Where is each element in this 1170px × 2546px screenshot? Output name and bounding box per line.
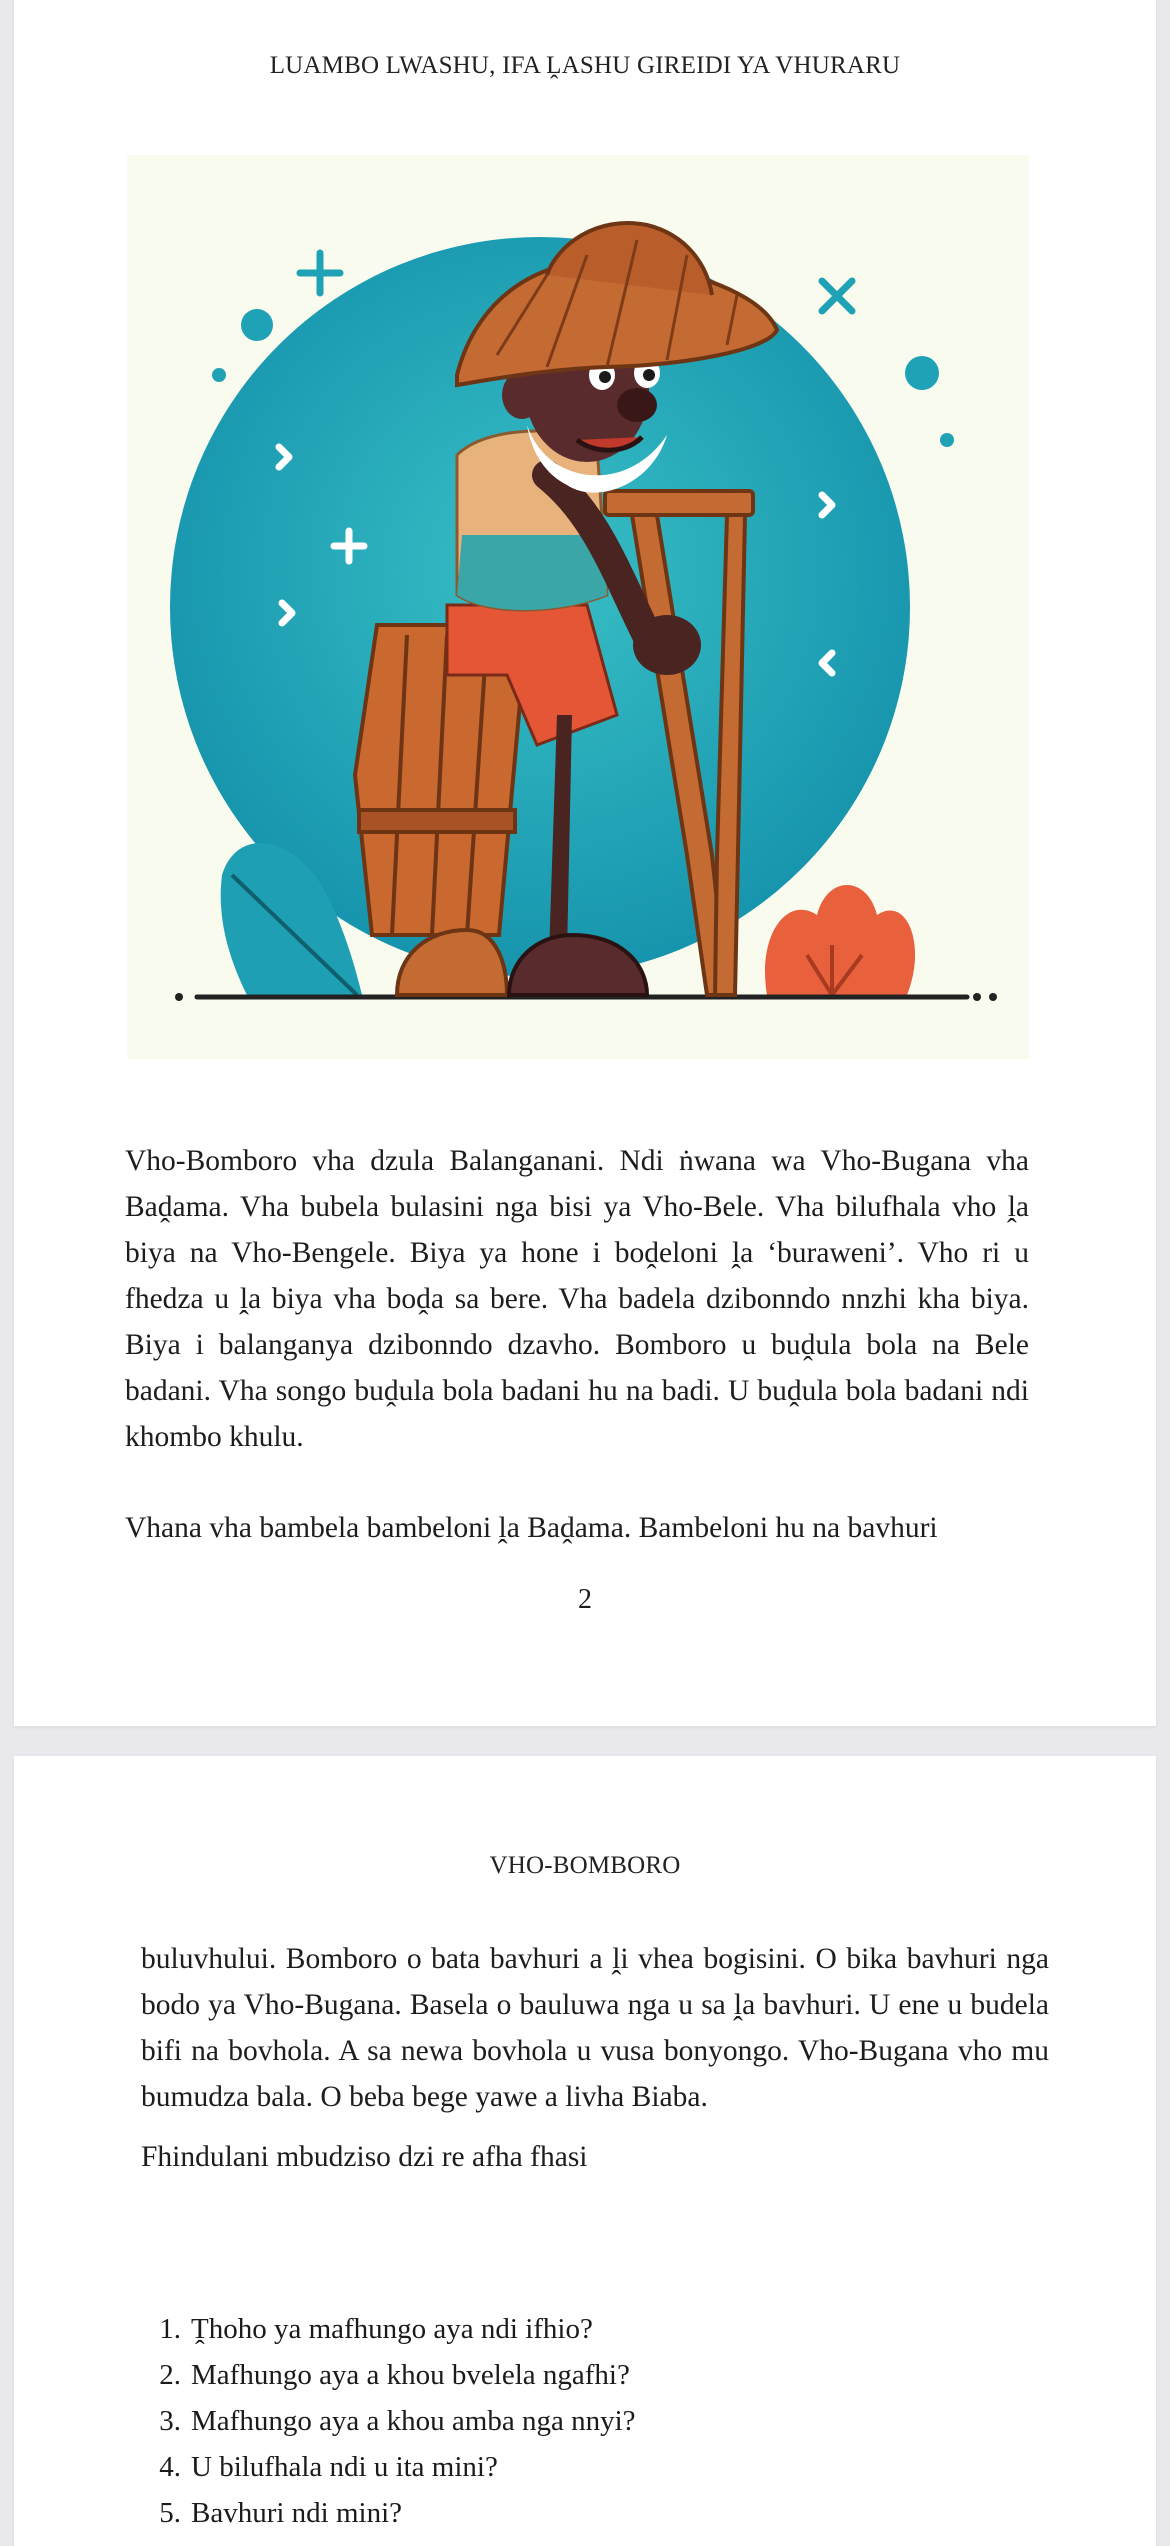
question-text: Ṱhoho ya mafhungo aya ndi ifhio?: [191, 2313, 593, 2345]
question-text: Mafhungo aya a khou amba nga nnyi?: [191, 2405, 636, 2437]
question-item: [141, 2352, 636, 2398]
question-number: 2.: [159, 2359, 181, 2391]
question-text: Bavhuri ndi mini?: [191, 2497, 403, 2529]
question-number: 5.: [159, 2497, 181, 2529]
running-head: LUAMBO LWASHU, IFA ḼASHU GIREIDI YA VHURARU: [269, 52, 901, 79]
question-text: Mafhungo aya a khou bvelela ngafhi?: [191, 2359, 630, 2391]
questions-list: [141, 2306, 636, 2536]
question-item: [141, 2490, 636, 2536]
story-illustration: [127, 155, 1029, 1059]
document-page-2: [14, 1756, 1156, 2546]
question-number: 1.: [159, 2313, 181, 2345]
page-number: 2: [578, 1584, 592, 1615]
question-number: 4.: [159, 2451, 181, 2483]
running-head: VHO-BOMBORO: [489, 1852, 681, 1879]
story-paragraph: Vhana vha bambela bambeloni ḽa Baḓama. Bambeloni hu na bavhuri: [125, 1512, 938, 1544]
story-paragraph: buluvhului. Bomboro o bata bavhuri a ḽi vhea bogisini. O bika bavhuri nga bodo ya Vho-Bugana. Basela o bauluwa nga u sa ḽa bavhuri. U ene u budela bifi na bovhola. A sa newa bovhola u vusa bonyongo. Vho-Bugana vho mu bumudza bala. O beba bege yawe a livha Biaba.: [141, 1943, 1049, 2113]
question-number: 3.: [159, 2405, 181, 2437]
question-item: [141, 2444, 636, 2490]
question-text: U bilufhala ndi u ita mini?: [191, 2451, 498, 2483]
document-page-1: [14, 0, 1156, 1726]
instruction-text: Fhindulani mbudziso dzi re afha fhasi: [141, 2141, 588, 2173]
story-paragraph: Vho-Bomboro vha dzula Balanganani. Ndi ṅwana wa Vho-Bugana vha Baḓama. Vha bubela bulasini nga bisi ya Vho-Bele. Vha bilufhala vho ḽa biya na Vho-Bengele. Biya ya hone i boḓeloni ḽa ‘buraweni’. Vho ri u fhedza u ḽa biya vha boḓa sa bere. Vha badela dzibonndo nnzhi kha biya. Biya i balanganya dzibonndo dzavho. Bomboro u buḓula bola na Bele badani. Vha songo buḓula bola badani hu na badi. U buḓula bola badani ndi khombo khulu.: [125, 1145, 1029, 1453]
question-item: [141, 2306, 636, 2352]
question-item: [141, 2398, 636, 2444]
